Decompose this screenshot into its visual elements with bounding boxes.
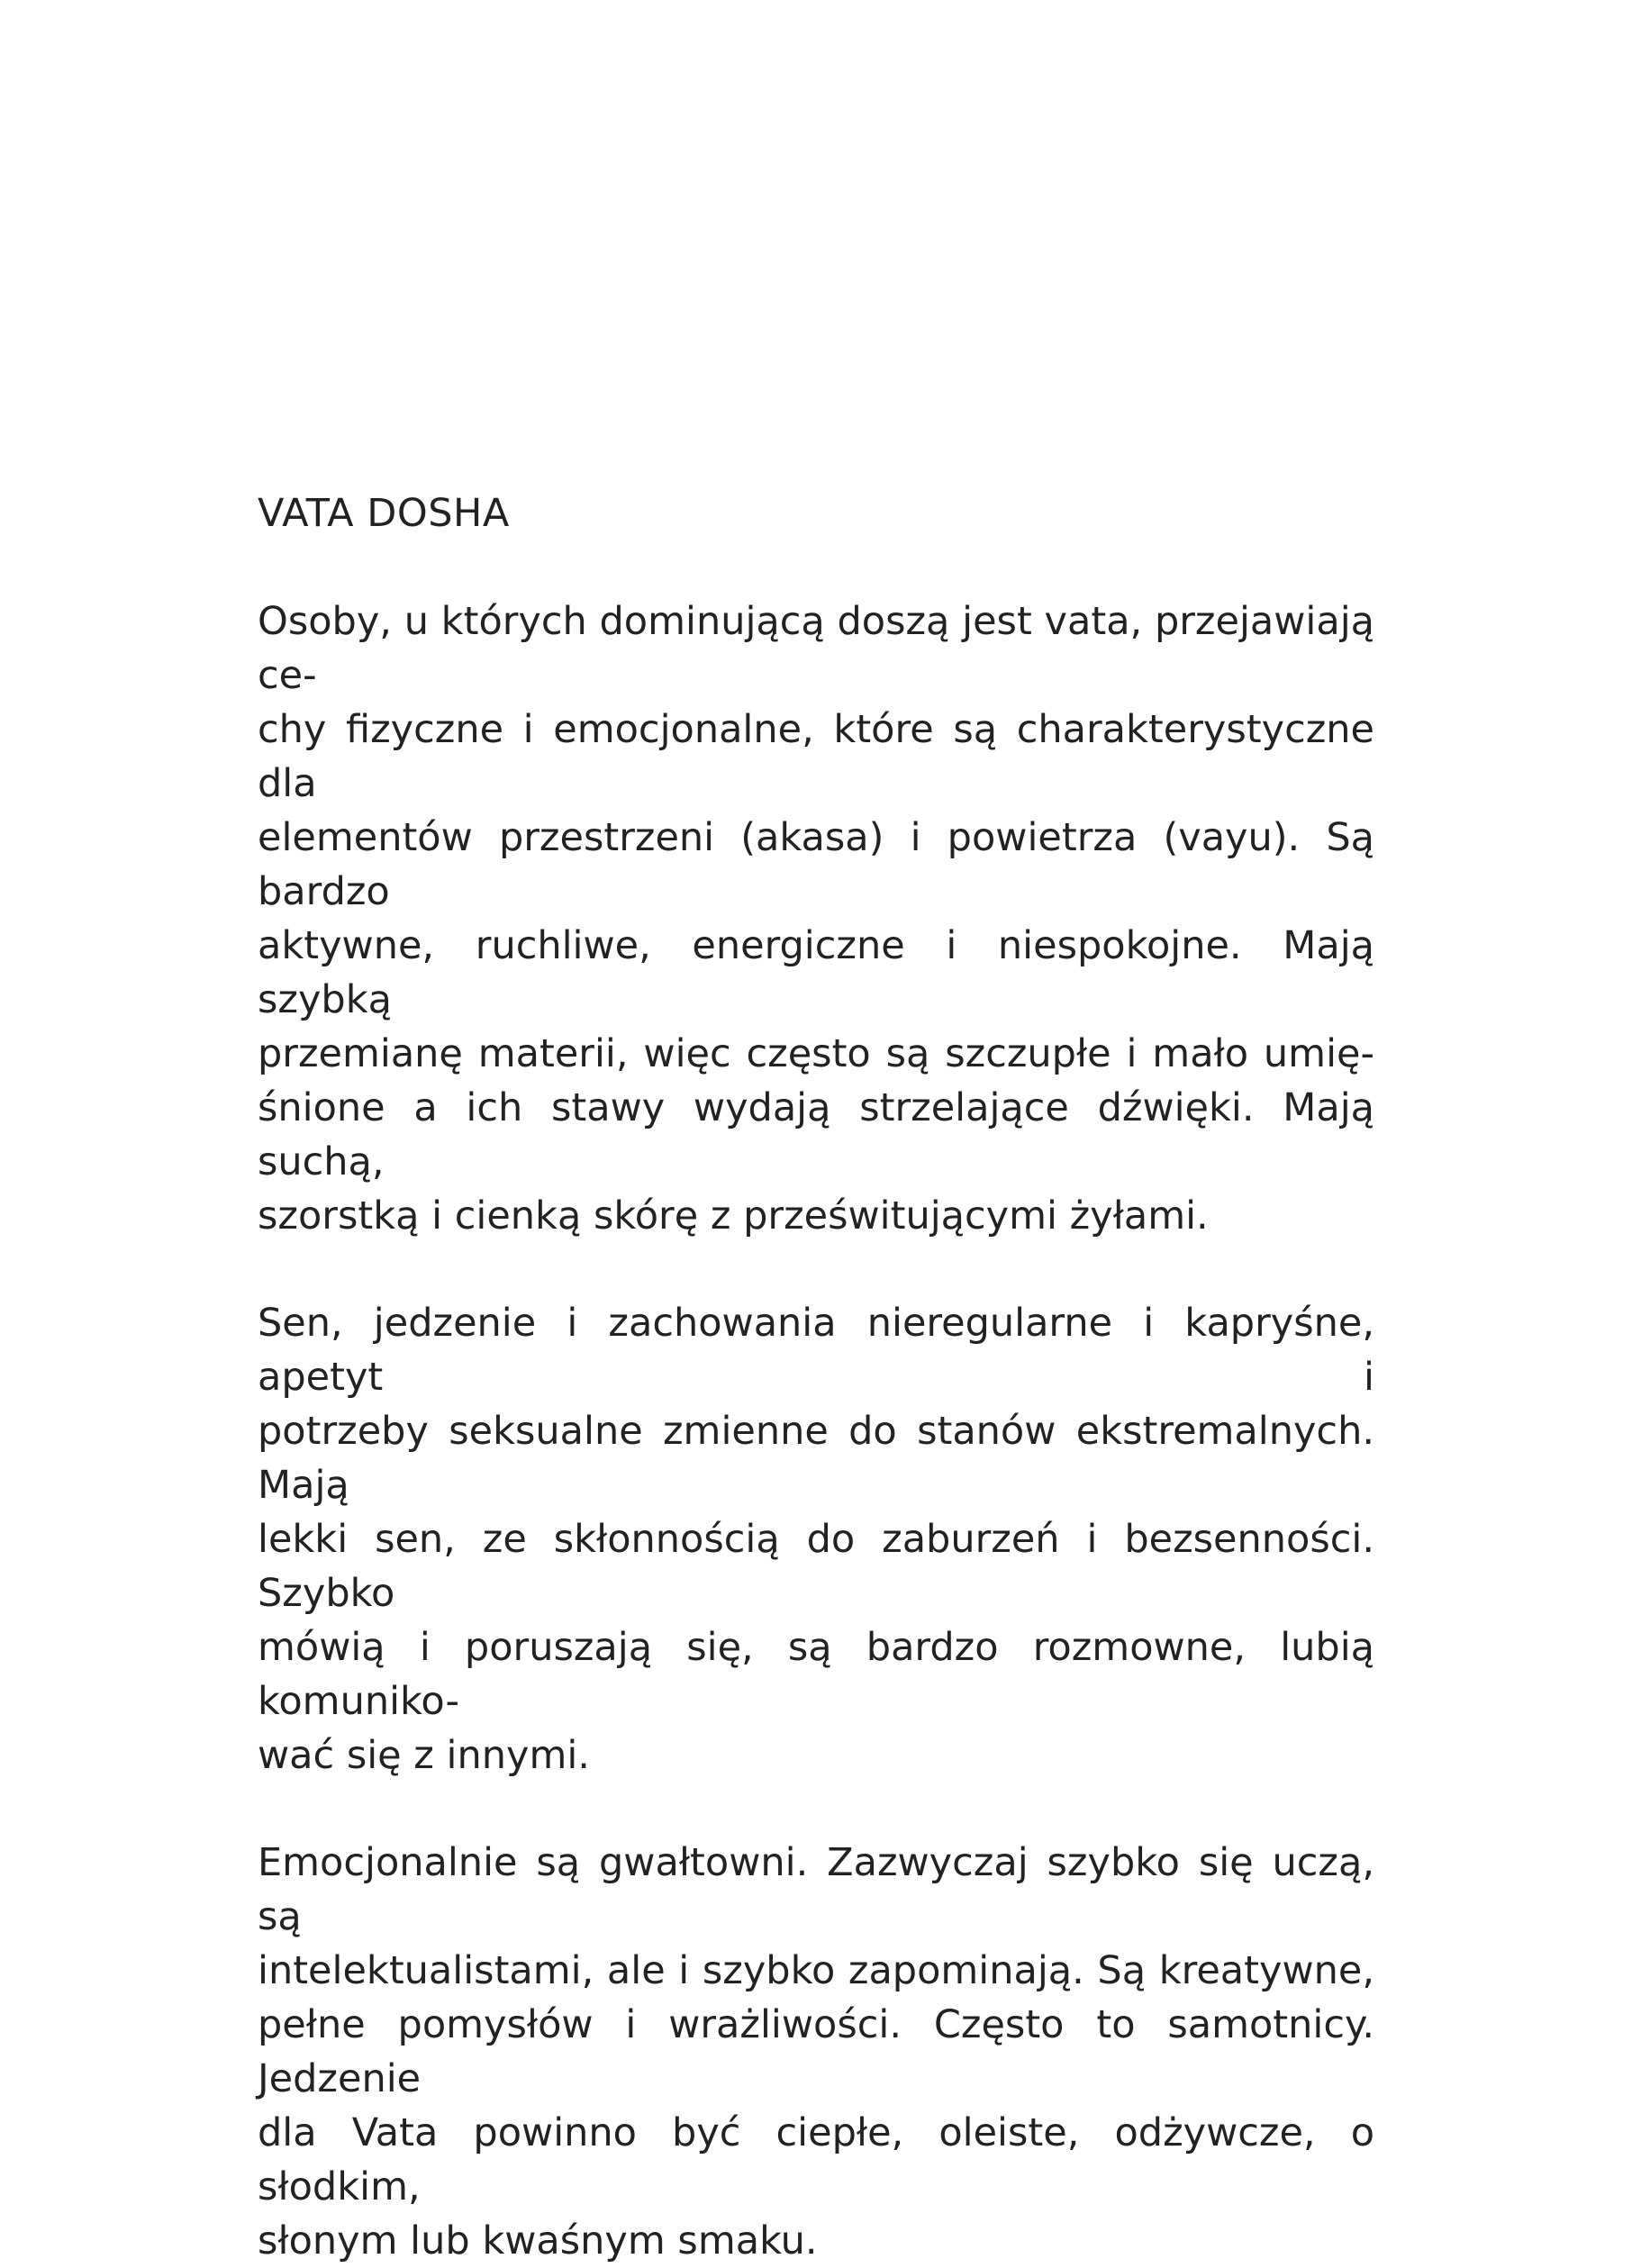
paragraph-2 [258,1296,1374,1783]
paragraph-line: elementów przestrzeni (akasa) i powietrza (vayu). Są bardzo [258,815,1374,914]
paragraph-line: Osoby, u których dominującą doszą jest vata, przejawiają ce- [258,599,1374,698]
paragraph-3 [258,1836,1374,2268]
paragraph-line: przemianę materii, więc często są szczupłe i mało umię- [258,1031,1374,1076]
paragraph-1 [258,594,1374,1243]
paragraph-line: potrzeby seksualne zmienne do stanów ekstremalnych. Mają [258,1409,1374,1508]
text-block [258,486,1374,2268]
paragraph-line: Sen, jedzenie i zachowania nieregularne i kapryśne, apetyt i [258,1301,1374,1400]
spacer [258,540,1374,594]
paragraph-line: śnione a ich stawy wydają strzelające dźwięki. Mają suchą, [258,1085,1374,1184]
paragraph-line: słonym lub kwaśnym smaku. [258,2218,818,2263]
page-title: VATA DOSHA [258,491,510,536]
paragraph-line: mówią i poruszają się, są bardzo rozmowne, lubią komuniko- [258,1625,1374,1724]
paragraph-line: chy fizyczne i emocjonalne, które są charakterystyczne dla [258,707,1374,806]
paragraph-line: aktywne, ruchliwe, energiczne i niespokojne. Mają szybką [258,923,1374,1022]
paragraph-line: szorstką i cienką skórę z prześwitującymi żyłami. [258,1193,1209,1238]
paragraph-line: Emocjonalnie są gwałtowni. Zazwyczaj szybko się uczą, są [258,1840,1374,1939]
paragraph-line: intelektualistami, ale i szybko zapominają. Są kreatywne, [258,1948,1374,1993]
paragraph-line: wać się z innymi. [258,1733,590,1778]
paragraph-line: pełne pomysłów i wrażliwości. Często to samotnicy. Jedzenie [258,2002,1374,2101]
spacer [258,1243,1374,1296]
paragraph-line: dla Vata powinno być ciepłe, oleiste, odżywcze, o słodkim, [258,2110,1374,2209]
spacer [258,1783,1374,1836]
paragraph-line: lekki sen, ze skłonnością do zaburzeń i bezsenności. Szybko [258,1517,1374,1616]
